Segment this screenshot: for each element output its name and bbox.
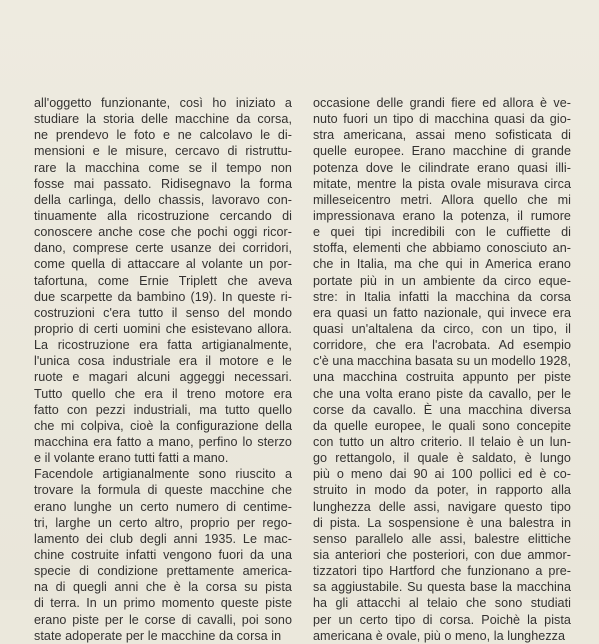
text-line: quasi un'altalena da circo, con un tipo, il	[313, 321, 571, 336]
text-line: americana è ovale, più o meno, la lunghezza	[313, 628, 566, 643]
text-line: Facendole artigianalmente sono riuscito a	[34, 467, 292, 482]
text-line: corse da cavallo. È una macchina diversa	[313, 402, 571, 417]
text-column-right	[313, 95, 571, 644]
text-line: conoscere anche cose che pochi oggi ricor-	[34, 225, 292, 240]
text-line: fosse mai passato. Ridisegnavo la forma	[34, 176, 292, 191]
text-line: chine costruite infatti vengono fuori da una	[34, 547, 292, 562]
text-line: dano, comprese certe usanze dei corridori,	[34, 241, 292, 256]
text-line: macchina era fatto a mano, perfino lo sterzo	[34, 434, 292, 449]
text-line: come quella di attaccare al volante un por-	[34, 257, 292, 272]
text-line: quelle europee. Erano macchine di grande	[313, 144, 571, 159]
text-line: all'oggetto funzionante, così ho iniziato a	[34, 96, 292, 110]
text-line: che mi colpiva, cioè la configurazione della	[34, 418, 292, 433]
text-line: tinuamente alla ricostruzione cercando di	[34, 208, 292, 223]
text-line: nuto fuori un tipo di macchina quasi da gio-	[313, 112, 571, 127]
text-line: tafortuna, come Ernie Triplett che aveva	[34, 273, 292, 288]
text-line: trovare la formula di queste macchine che	[34, 483, 292, 498]
text-line: occasione delle grandi fiere ed allora è ve-	[313, 96, 571, 110]
text-line: due scarpette da bambino (19). In queste ri-	[34, 289, 292, 304]
text-line: go rettangolo, il quale è saldato, è lungo	[313, 451, 571, 466]
text-line: e il volante erano tutti fatti a mano.	[34, 451, 229, 466]
text-line: con tutto un altro criterio. Il telaio è un lun-	[313, 434, 571, 449]
text-line: studiare la storia delle macchine da corsa,	[34, 112, 292, 127]
text-line: erano lunghe un certo numero di centime-	[34, 499, 292, 514]
text-line: che una volta erano piste da cavallo, per le	[313, 386, 571, 401]
text-line: per un certo tipo di corsa. Poichè la pista	[313, 612, 571, 627]
text-line: stoffa, elementi che abbiamo conosciuto an-	[313, 241, 571, 256]
text-line: di terra. In un primo momento queste piste	[34, 596, 292, 611]
text-line: tri, larghe un certo altro, proprio per rego-	[34, 515, 292, 530]
text-line: una macchina costruita appunto per piste	[313, 370, 571, 385]
text-line: l'unica cosa industriale era il motore e le	[34, 354, 292, 369]
text-line: na di quegli anni che è la corsa su pista	[34, 580, 292, 595]
text-line: era quasi un fatto nazionale, qui invece era	[313, 305, 571, 320]
text-line: mensioni e le misure, cercavo di ristruttu-	[34, 144, 292, 159]
text-line: tizzatori tipo Hartford che funzionano a pre-	[313, 564, 571, 579]
text-line: e quei tipi incredibili con le cuffiette di	[313, 225, 571, 240]
text-line: state adoperate per le macchine da corsa in	[34, 628, 282, 643]
text-line: ha gli attacchi al telaio che sono studiati	[313, 596, 571, 611]
text-line: struito in modo da poter, in rapporto alla	[313, 483, 571, 498]
text-line: fatto con pezzi industriali, ma tutto quello	[34, 402, 292, 417]
text-line: da quelle europee, le quali sono concepite	[313, 418, 571, 433]
text-line: della carlinga, dello chassis, lavoravo con-	[34, 192, 292, 207]
text-line: più o meno dai 90 ai 100 pollici ed è co-	[313, 467, 571, 482]
text-line: lamento dei club degli anni 1935. Le mac-	[34, 531, 292, 546]
text-line: erano piste per le corse di cavalli, poi sono	[34, 612, 292, 627]
text-line: senso parallelo alle assi, balestre elittiche	[313, 531, 571, 546]
text-line: ne prendevo le foto e ne calcolavo le di-	[34, 128, 292, 143]
text-line: sa aggiustabile. Su questa base la macchina	[313, 580, 571, 595]
text-line: lunghezza delle assi, navigare questo tipo	[313, 499, 571, 514]
text-line: c'è una macchina basata su un modello 1928,	[313, 354, 571, 369]
text-line: La ricostruzione era fatta artigianalmente,	[34, 338, 292, 353]
text-line: potenza dove le cilindrate erano quasi illi-	[313, 160, 571, 175]
text-line: stra americana, assai meno sofisticata di	[313, 128, 571, 143]
text-line: sia anteriori che posteriori, con due ammor-	[313, 547, 571, 562]
text-line: costruzioni c'era tutto il senso del mondo	[34, 305, 292, 320]
text-line: specie di condizione prettamente america-	[34, 564, 292, 579]
text-line: ruote e magari alcuni aggeggi necessari.	[34, 370, 292, 385]
text-line: milleseicentro metri. Allora quello che mi	[313, 192, 571, 207]
text-line: che in Italia, ma che qui in America erano	[313, 257, 571, 272]
text-line: Tutto quello che era il treno motore era	[34, 386, 292, 401]
text-line: di pista. La sospensione è una balestra in	[313, 515, 571, 530]
text-line: proprio di certi uomini che esistevano allora.	[34, 321, 292, 336]
text-line: portate più in un ambiente da circo eque-	[313, 273, 571, 288]
text-line: stre: in Italia infatti la macchina da corsa	[313, 289, 571, 304]
text-line: corridore, che era l'acrobata. Ad esempio	[313, 338, 571, 353]
text-line: mitate, mentre la pista ovale misurava circa	[313, 176, 571, 191]
text-line: rare la macchina come se il tempo non	[34, 160, 292, 175]
text-line: impressionava erano la potenza, il rumore	[313, 208, 571, 223]
text-column-left	[34, 95, 292, 644]
